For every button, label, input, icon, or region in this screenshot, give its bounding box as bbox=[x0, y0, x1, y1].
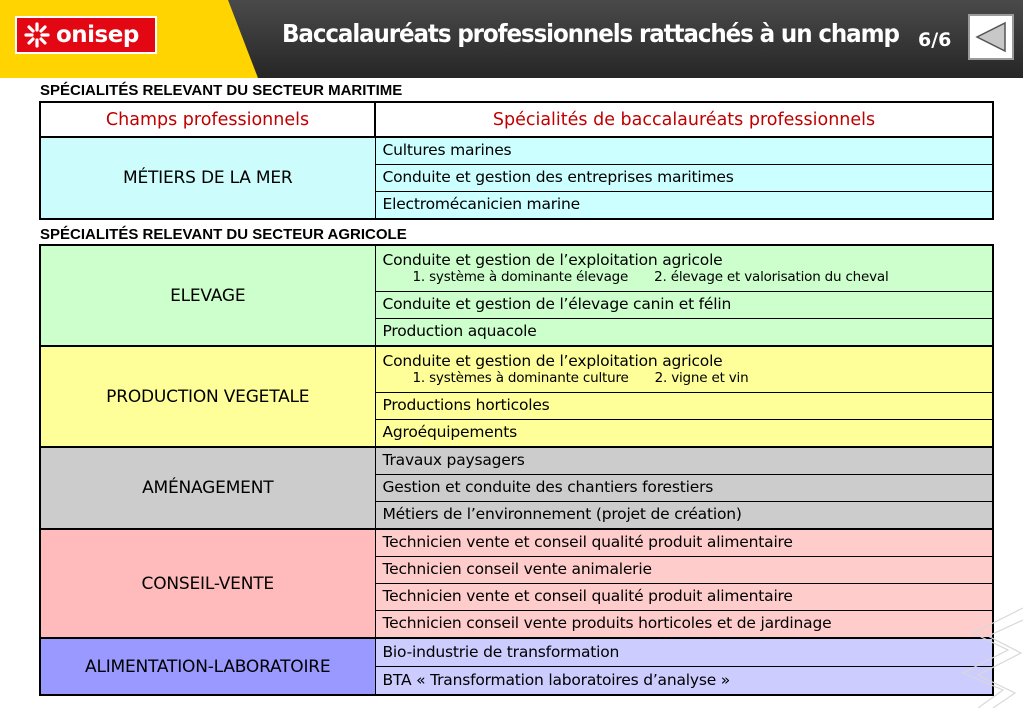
triangle-left-icon bbox=[973, 19, 1009, 55]
section-label-agricole: SPÉCIALITÉS RELEVANT DU SECTEUR AGRICOLE bbox=[40, 226, 407, 243]
field-cell: MÉTIERS DE LA MER bbox=[40, 137, 375, 219]
spec-cell: Production aquacole bbox=[375, 319, 993, 347]
field-cell: ALIMENTATION-LABORATOIRE bbox=[40, 638, 375, 695]
sub-item: 1. systèmes à dominante culture bbox=[412, 370, 629, 387]
spec-cell: Technicien conseil vente animalerie bbox=[375, 557, 993, 584]
maritime-table bbox=[39, 101, 994, 220]
table-row bbox=[40, 529, 993, 557]
back-button[interactable] bbox=[968, 14, 1014, 60]
spec-cell: Bio-industrie de transformation bbox=[375, 638, 993, 667]
onisep-logo[interactable] bbox=[15, 16, 157, 54]
spec-cell: Conduite et gestion des entreprises maritimes bbox=[375, 165, 993, 192]
field-cell: ELEVAGE bbox=[40, 245, 375, 346]
sub-item: 1. système à dominante élevage bbox=[412, 269, 629, 286]
decorative-outline-graphic bbox=[933, 598, 1023, 708]
spec-main: Conduite et gestion de l’exploitation agricole bbox=[382, 251, 723, 270]
spec-cell: Technicien vente et conseil qualité produit alimentaire bbox=[375, 529, 993, 557]
header-bar bbox=[0, 0, 1023, 78]
spec-cell: Technicien vente et conseil qualité produit alimentaire bbox=[375, 584, 993, 611]
section-label-maritime: SPÉCIALITÉS RELEVANT DU SECTEUR MARITIME bbox=[40, 82, 403, 99]
spec-cell: Agroéquipements bbox=[375, 420, 993, 448]
table-row bbox=[40, 346, 993, 393]
spec-cell bbox=[375, 346, 993, 393]
col-header-spec: Spécialités de baccalauréats professionnels bbox=[375, 102, 993, 137]
agricole-table bbox=[39, 244, 994, 696]
spec-cell: Gestion et conduite des chantiers forestiers bbox=[375, 475, 993, 502]
spec-cell: Cultures marines bbox=[375, 137, 993, 165]
spec-cell: BTA « Transformation laboratoires d’analyse » bbox=[375, 667, 993, 696]
spec-cell: Travaux paysagers bbox=[375, 447, 993, 475]
page-title: Baccalauréats professionnels rattachés à un champ bbox=[282, 19, 899, 48]
table-row bbox=[40, 137, 993, 165]
field-cell: CONSEIL-VENTE bbox=[40, 529, 375, 638]
spec-sub bbox=[383, 270, 993, 285]
table-row bbox=[40, 638, 993, 667]
spec-cell bbox=[375, 245, 993, 292]
spec-cell: Electromécanicien marine bbox=[375, 192, 993, 220]
sub-item: 2. vigne et vin bbox=[654, 370, 749, 387]
logo-text: onisep bbox=[56, 22, 139, 48]
spec-cell: Métiers de l’environnement (projet de création) bbox=[375, 502, 993, 530]
spec-main: Conduite et gestion de l’exploitation agricole bbox=[382, 352, 723, 371]
field-cell: AMÉNAGEMENT bbox=[40, 447, 375, 529]
table-row bbox=[40, 447, 993, 475]
page-number: 6/6 bbox=[918, 29, 952, 51]
spec-cell: Conduite et gestion de l’élevage canin et félin bbox=[375, 292, 993, 319]
spec-cell: Productions horticoles bbox=[375, 393, 993, 420]
table-header-row bbox=[40, 102, 993, 137]
spec-cell: Technicien conseil vente produits horticoles et de jardinage bbox=[375, 611, 993, 639]
field-cell: PRODUCTION VEGETALE bbox=[40, 346, 375, 447]
sub-item: 2. élevage et valorisation du cheval bbox=[654, 269, 889, 286]
star-burst-icon bbox=[23, 21, 51, 49]
spec-sub bbox=[383, 371, 993, 386]
table-row bbox=[40, 245, 993, 292]
col-header-field: Champs professionnels bbox=[40, 102, 375, 137]
